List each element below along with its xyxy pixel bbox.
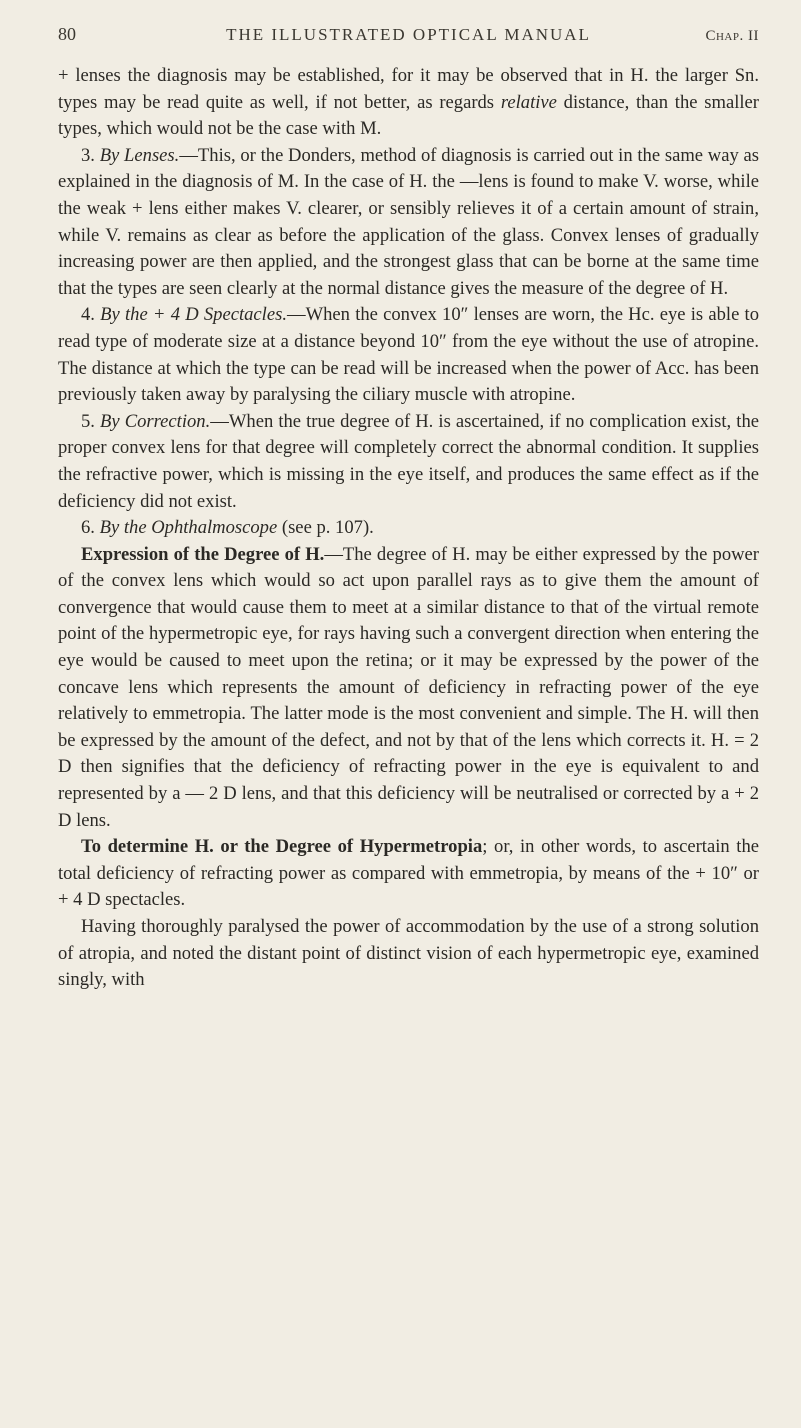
running-head [58,24,759,45]
paragraph-item-5 [58,409,759,515]
paragraph-determine [58,834,759,914]
paragraph-italic-text: By the + 4 D Spectacles. [100,304,287,326]
paragraph-item-4 [58,302,759,408]
paragraph-text: 6. [81,517,100,539]
running-title: THE ILLUSTRATED OPTICAL MANUAL [226,25,591,44]
paragraph-italic-text: relative [500,91,557,113]
paragraph-text: 4. [81,304,101,326]
body-text [58,63,759,994]
paragraph-italic-text: By Lenses. [99,144,180,166]
paragraph-italic-text: By the Ophthalmoscope [99,517,278,539]
paragraph-bold-text: Expression of the Degree of H. [81,543,325,565]
page-number: 80 [58,24,76,44]
paragraph-text: (see p. 107). [277,517,374,539]
paragraph-expression [58,542,759,835]
paragraph-text: Having thoroughly paralysed the power of accommodation by the use of a strong solution of atropia, and noted the distant point of distinct vision of each hypermetropic eye, examined singly, with [58,916,759,991]
chapter-label [689,28,759,45]
paragraph-text: —The degree of H. may be either expressed by the power of the convex lens which would so act upon parallel rays as to give them the amount of convergence that would cause them to meet at a similar distance to that of the virtual remote point of the hypermetropic eye, for rays having such a convergent direction when entering the eye would be caused to meet upon the retina; or it may be expressed by the power of the concave lens which represents the amount of deficiency in refracting power of the eye relatively to emmetropia. The latter mode is the most convenient and simple. The H. will then be expressed by the amount of the defect, and not by that of the lens which corrects it. H. = 2 D then signifies that the deficiency of refracting power in the eye is equivalent to and represented by a — 2 D lens, and that this deficiency will be neutralised or corrected by a + 2 D lens. [58,543,759,831]
paragraph-text: —This, or the Donders, method of diagnosis is carried out in the same way as explained in the diagnosis of M. In the case of H. the —lens is found to make V. worse, while the weak + lens either makes V. clearer, or sensibly relieves it of a certain amount of strain, while V. remains as clear as before the application of the glass. Convex lenses of gradually increasing power are then applied, and the strongest glass that can be borne at the same time that the types are seen clearly at the normal distance gives the measure of the degree of H. [58,144,760,299]
chapter-abbrev: Chap. [705,28,744,44]
chapter-number: II [748,28,759,44]
paragraph-text: 5. [81,410,101,432]
paragraph-text: ; or, in other words, to ascertain the total deficiency of refracting power as compared with emmetropia, by means of the + 10″ or + 4 D spectacles. [58,836,759,911]
paragraph-text: 3. [81,144,100,166]
paragraph-text: distance, than the smaller types, which would not be the case with M. [58,91,759,140]
paragraph-having [58,914,759,994]
paragraph-continuation [58,63,759,143]
paragraph-text: —When the true degree of H. is ascertained, if no complication exist, the proper convex lens for that degree will completely correct the abnormal condition. It supplies the refractive power, which is missing in the eye itself, and produces the same effect as if the deficiency did not exist. [58,410,759,512]
paragraph-italic-text: By Correction. [100,410,211,432]
paragraph-bold-text: To determine H. or the Degree of Hypermetropia [81,836,483,858]
paragraph-text: —When the convex 10″ lenses are worn, the Hc. eye is able to read type of moderate size at a distance beyond 10″ from the eye without the use of atropine. The distance at which the type can be read will be increased when the power of Acc. has been previously taken away by paralysing the ciliary muscle with atropine. [58,304,760,406]
paragraph-item-3 [58,143,759,303]
paragraph-text: + lenses the diagnosis may be established, for it may be observed that in H. the larger Sn. types may be read quite as well, if not better, as regards [58,65,759,113]
paragraph-item-6 [58,515,759,542]
